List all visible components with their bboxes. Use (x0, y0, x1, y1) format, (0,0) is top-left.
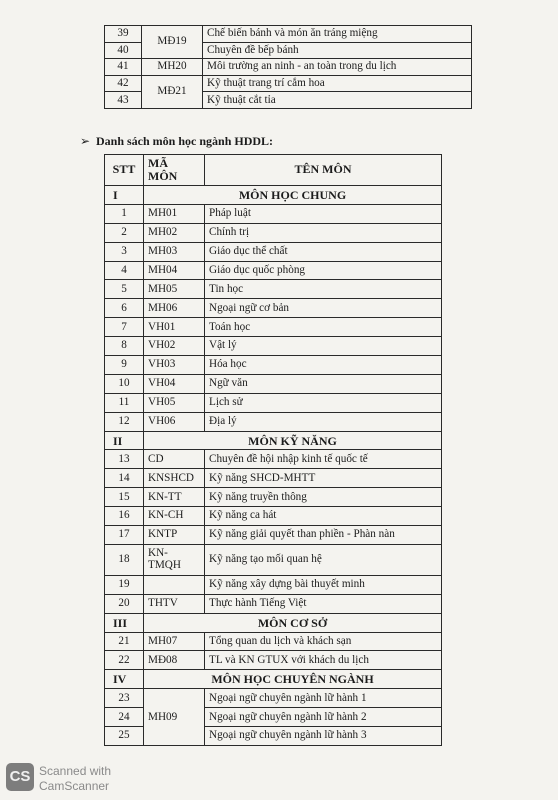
table-row (105, 594, 442, 613)
stt-cell: 10 (105, 374, 144, 393)
table-row (105, 337, 442, 356)
name-cell: Toán học (205, 318, 442, 337)
stt-cell: 20 (105, 594, 144, 613)
code-cell: MH20 (142, 59, 203, 76)
name-cell: Kỹ thuật cắt tỉa (203, 92, 472, 109)
table-row (105, 651, 442, 670)
group-title: MÔN HỌC CHUNG (144, 186, 442, 205)
name-cell: Ngoại ngữ chuyên ngành lữ hành 2 (205, 708, 442, 727)
table-row (105, 299, 442, 318)
table-row (105, 393, 442, 412)
header-stt: STT (105, 155, 144, 186)
code-cell: KN-CH (144, 507, 205, 526)
code-cell: MH06 (144, 299, 205, 318)
code-cell: MH03 (144, 242, 205, 261)
stt-cell: 25 (105, 727, 144, 746)
group-number: II (105, 431, 144, 450)
name-cell: TL và KN GTUX với khách du lịch (205, 651, 442, 670)
name-cell: Tin học (205, 280, 442, 299)
name-cell: Pháp luật (205, 204, 442, 223)
table-row (105, 575, 442, 594)
code-line2: TMQH (148, 558, 181, 571)
group-row (105, 186, 442, 205)
arrow-bullet-icon: ➢ (80, 134, 91, 148)
stt-cell: 19 (105, 575, 144, 594)
name-cell: Chuyên đề hội nhập kinh tế quốc tế (205, 450, 442, 469)
code-cell: KN-TT (144, 488, 205, 507)
stt-cell: 7 (105, 318, 144, 337)
table-row (105, 374, 442, 393)
code-cell: KNTP (144, 526, 205, 545)
table-row (105, 689, 442, 708)
code-cell: MH05 (144, 280, 205, 299)
header-name: TÊN MÔN (205, 155, 442, 186)
course-list-table (104, 154, 442, 746)
name-cell: Giáo dục thể chất (205, 242, 442, 261)
name-cell: Giáo dục quốc phòng (205, 261, 442, 280)
name-cell: Hóa học (205, 356, 442, 375)
table-row (105, 632, 442, 651)
group-title: MÔN CƠ SỞ (144, 613, 442, 632)
header-code-line1: MÃ (148, 155, 168, 170)
table-row (105, 450, 442, 469)
watermark-line1: Scanned with (39, 764, 112, 778)
group-title: MÔN KỸ NĂNG (144, 431, 442, 450)
stt-cell: 17 (105, 526, 144, 545)
name-cell: Kỹ năng ca hát (205, 507, 442, 526)
logo-letters: CS (9, 768, 31, 785)
name-cell: Kỹ năng giải quyết than phiền - Phàn nàn (205, 526, 442, 545)
header-code-line2: MÔN (148, 169, 178, 183)
stt-cell: 3 (105, 242, 144, 261)
stt-cell: 41 (105, 59, 142, 76)
name-cell: Kỹ năng truyền thông (205, 488, 442, 507)
stt-cell: 12 (105, 412, 144, 431)
stt-cell: 21 (105, 632, 144, 651)
watermark-line2: CamScanner (39, 779, 110, 793)
name-cell: Chính trị (205, 223, 442, 242)
stt-cell: 16 (105, 507, 144, 526)
stt-cell: 15 (105, 488, 144, 507)
table-row (105, 261, 442, 280)
stt-cell: 24 (105, 708, 144, 727)
code-cell: MĐ08 (144, 651, 205, 670)
stt-cell: 23 (105, 689, 144, 708)
table-row (105, 280, 442, 299)
stt-cell: 1 (105, 204, 144, 223)
group-number: III (105, 613, 144, 632)
name-cell: Lịch sử (205, 393, 442, 412)
table-row (105, 526, 442, 545)
stt-cell: 22 (105, 651, 144, 670)
table-header-row (105, 155, 442, 186)
code-cell: MH07 (144, 632, 205, 651)
name-cell: Ngoại ngữ cơ bản (205, 299, 442, 318)
continued-course-table (104, 25, 472, 109)
code-cell: MĐ19 (142, 26, 203, 59)
name-cell: Thực hành Tiếng Việt (205, 594, 442, 613)
table-row (105, 356, 442, 375)
table-row (105, 469, 442, 488)
code-cell: VH02 (144, 337, 205, 356)
stt-cell: 8 (105, 337, 144, 356)
table-row (105, 242, 442, 261)
name-cell: Chế biến bánh và món ăn tráng miệng (203, 26, 472, 43)
code-cell: MĐ21 (142, 75, 203, 108)
stt-cell: 11 (105, 393, 144, 412)
table-row (105, 223, 442, 242)
name-cell: Kỹ năng xây dựng bài thuyết minh (205, 575, 442, 594)
code-cell: MH04 (144, 261, 205, 280)
group-number: I (105, 186, 144, 205)
code-cell: VH03 (144, 356, 205, 375)
name-cell: Tổng quan du lịch và khách sạn (205, 632, 442, 651)
code-cell: VH06 (144, 412, 205, 431)
group-row (105, 431, 442, 450)
name-cell: Ngoại ngữ chuyên ngành lữ hành 3 (205, 727, 442, 746)
code-cell: VH05 (144, 393, 205, 412)
name-cell: Môi trường an ninh - an toàn trong du lịch (203, 59, 472, 76)
stt-cell: 9 (105, 356, 144, 375)
code-cell: MH01 (144, 204, 205, 223)
name-cell: Kỹ năng tạo mối quan hệ (205, 544, 442, 575)
code-cell: THTV (144, 594, 205, 613)
stt-cell: 14 (105, 469, 144, 488)
code-cell: VH01 (144, 318, 205, 337)
table-row (105, 507, 442, 526)
stt-cell: 6 (105, 299, 144, 318)
stt-cell: 39 (105, 26, 142, 43)
code-cell: MH09 (144, 689, 205, 746)
code-line1: KN- (148, 547, 168, 560)
code-cell (144, 575, 205, 594)
table-row (105, 59, 472, 76)
code-cell: VH04 (144, 374, 205, 393)
name-cell: Chuyên đề bếp bánh (203, 42, 472, 59)
table-row (105, 318, 442, 337)
scanner-watermark (6, 761, 156, 795)
group-row (105, 613, 442, 632)
code-cell: MH02 (144, 223, 205, 242)
table-row (105, 544, 442, 575)
name-cell: Ngữ văn (205, 374, 442, 393)
table-row (105, 204, 442, 223)
stt-cell: 5 (105, 280, 144, 299)
name-cell: Vật lý (205, 337, 442, 356)
stt-cell: 40 (105, 42, 142, 59)
name-cell: Ngoại ngữ chuyên ngành lữ hành 1 (205, 689, 442, 708)
code-cell: KNSHCD (144, 469, 205, 488)
code-cell: CD (144, 450, 205, 469)
name-cell: Kỹ thuật trang trí cắm hoa (203, 75, 472, 92)
stt-cell: 42 (105, 75, 142, 92)
stt-cell: 13 (105, 450, 144, 469)
stt-cell: 2 (105, 223, 144, 242)
stt-cell: 43 (105, 92, 142, 109)
name-cell: Kỹ năng SHCD-MHTT (205, 469, 442, 488)
code-cell (144, 544, 205, 575)
name-cell: Địa lý (205, 412, 442, 431)
group-row (105, 670, 442, 689)
section-heading-text: Danh sách môn học ngành HDDL: (96, 134, 274, 148)
table-row (105, 26, 472, 43)
section-heading (80, 134, 273, 149)
table-row (105, 488, 442, 507)
stt-cell: 4 (105, 261, 144, 280)
table-row (105, 412, 442, 431)
group-number: IV (105, 670, 144, 689)
header-code (144, 155, 205, 186)
table-row (105, 75, 472, 92)
camscanner-logo-icon (6, 763, 34, 791)
group-title: MÔN HỌC CHUYÊN NGÀNH (144, 670, 442, 689)
stt-cell: 18 (105, 544, 144, 575)
